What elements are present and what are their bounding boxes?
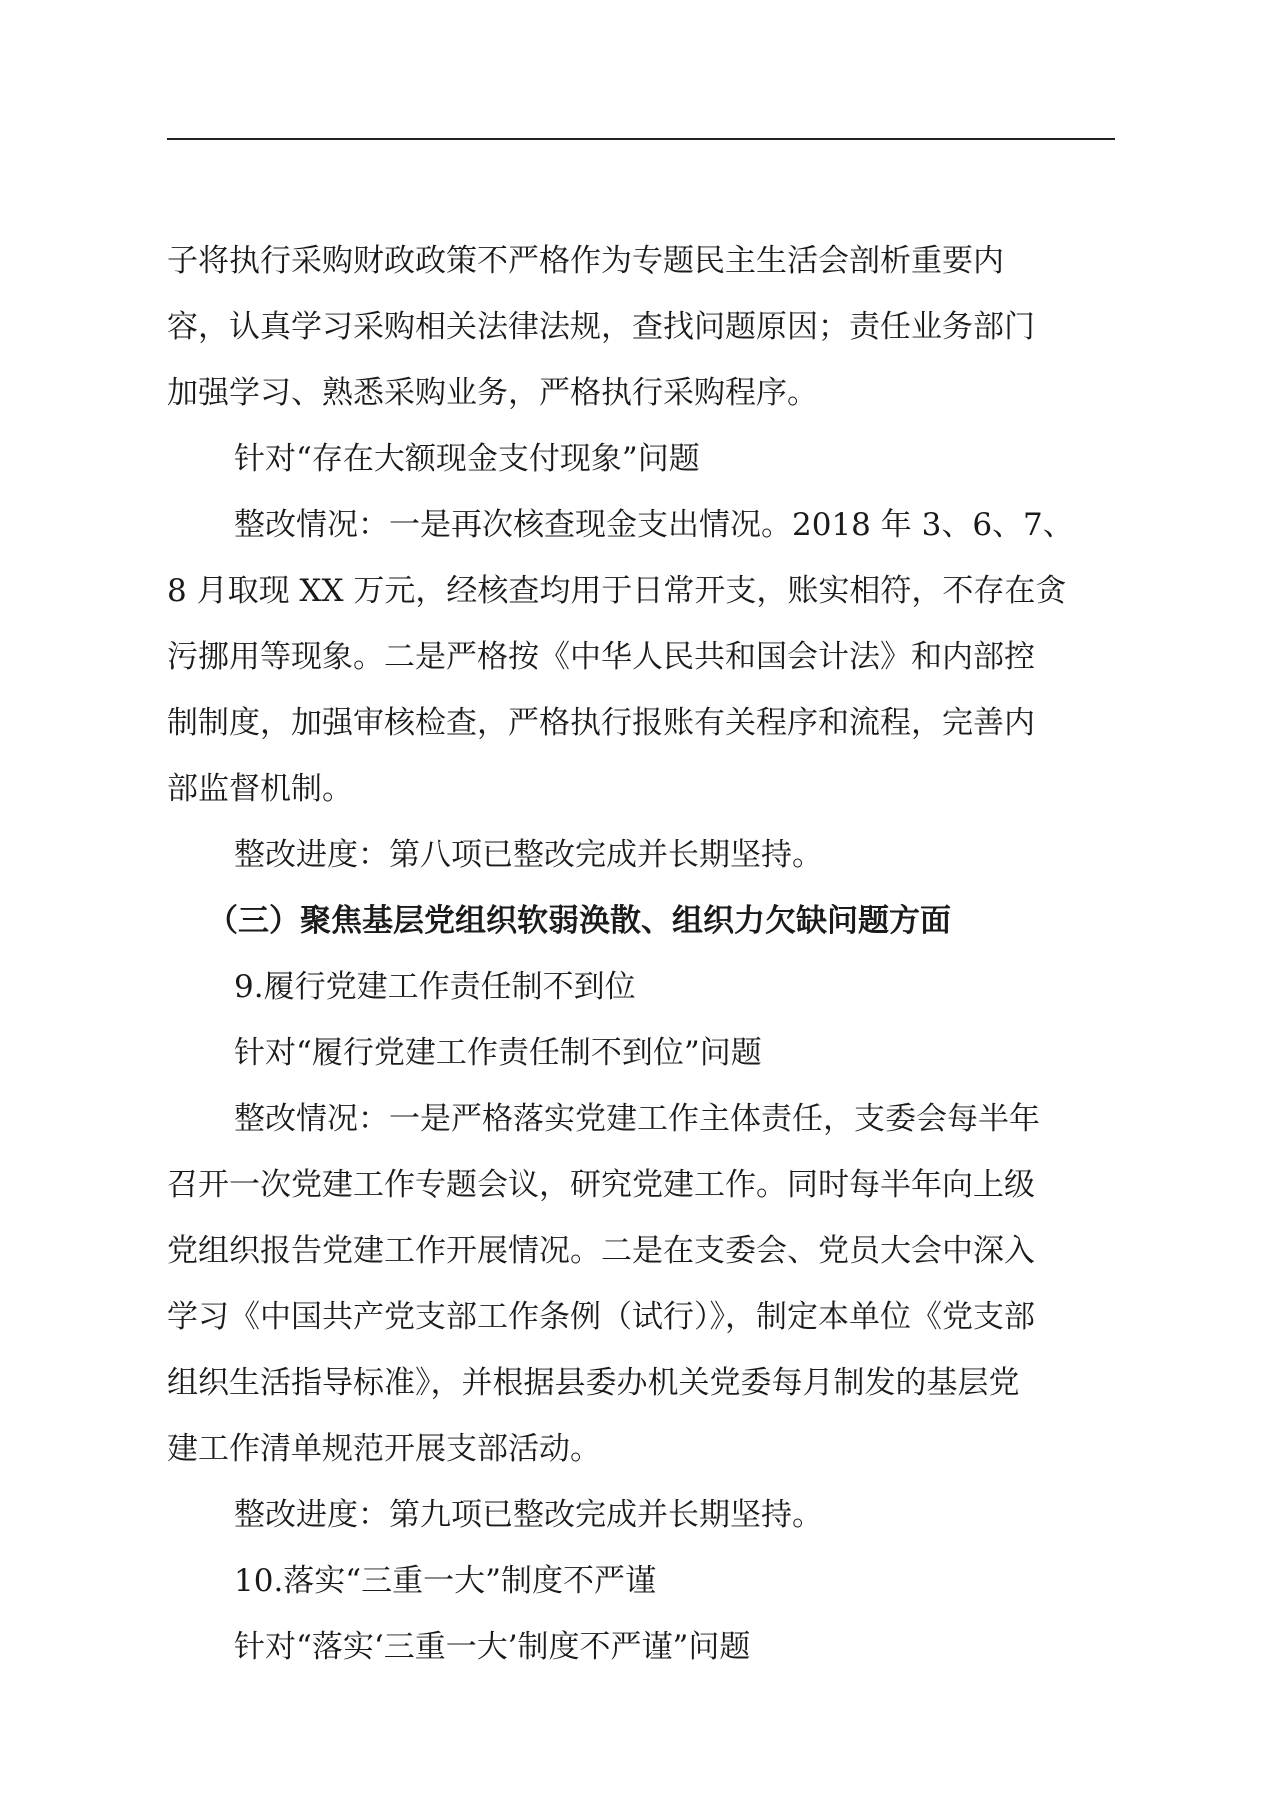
issue-title: 针对“存在大额现金支付现象”问题 bbox=[234, 441, 700, 477]
paragraph-line: 召开一次党建工作专题会议，研究党建工作。同时每半年向上级 bbox=[167, 1167, 1035, 1203]
progress-line: 整改进度：第九项已整改完成并长期坚持。 bbox=[234, 1497, 823, 1533]
paragraph-line: 组织生活指导标准》，并根据县委办机关党委每月制发的基层党 bbox=[167, 1365, 1020, 1401]
paragraph-line: 学习《中国共产党支部工作条例（试行）》，制定本单位《党支部 bbox=[167, 1299, 1035, 1335]
item-heading: 9.履行党建工作责任制不到位 bbox=[234, 969, 636, 1005]
issue-title: 针对“落实‘三重一大’制度不严谨”问题 bbox=[234, 1629, 751, 1665]
paragraph-line: 容，认真学习采购相关法律法规，查找问题原因；责任业务部门 bbox=[167, 309, 1035, 345]
paragraph-line: 整改情况：一是严格落实党建工作主体责任，支委会每半年 bbox=[234, 1101, 1040, 1137]
paragraph-line: 子将执行采购财政政策不严格作为专题民主生活会剖析重要内 bbox=[167, 243, 1004, 279]
paragraph-line: 党组织报告党建工作开展情况。二是在支委会、党员大会中深入 bbox=[167, 1233, 1035, 1269]
paragraph-line: 污挪用等现象。二是严格按《中华人民共和国会计法》和内部控 bbox=[167, 639, 1035, 675]
paragraph-line: 整改情况：一是再次核查现金支出情况。2018 年 3、6、7、 bbox=[234, 507, 1074, 543]
section-heading: （三）聚焦基层党组织软弱涣散、组织力欠缺问题方面 bbox=[207, 903, 951, 939]
paragraph-line: 制制度，加强审核检查，严格执行报账有关程序和流程，完善内 bbox=[167, 705, 1035, 741]
paragraph-line: 加强学习、熟悉采购业务，严格执行采购程序。 bbox=[167, 375, 818, 411]
header-rule bbox=[167, 138, 1115, 140]
item-heading: 10.落实“三重一大”制度不严谨 bbox=[234, 1563, 656, 1599]
paragraph-line: 部监督机制。 bbox=[167, 771, 353, 807]
paragraph-line: 8 月取现 XX 万元，经核查均用于日常开支，账实相符，不存在贪 bbox=[167, 573, 1067, 609]
paragraph-line: 建工作清单规范开展支部活动。 bbox=[167, 1431, 601, 1467]
progress-line: 整改进度：第八项已整改完成并长期坚持。 bbox=[234, 837, 823, 873]
issue-title: 针对“履行党建工作责任制不到位”问题 bbox=[234, 1035, 762, 1071]
document-body bbox=[167, 228, 1115, 1680]
